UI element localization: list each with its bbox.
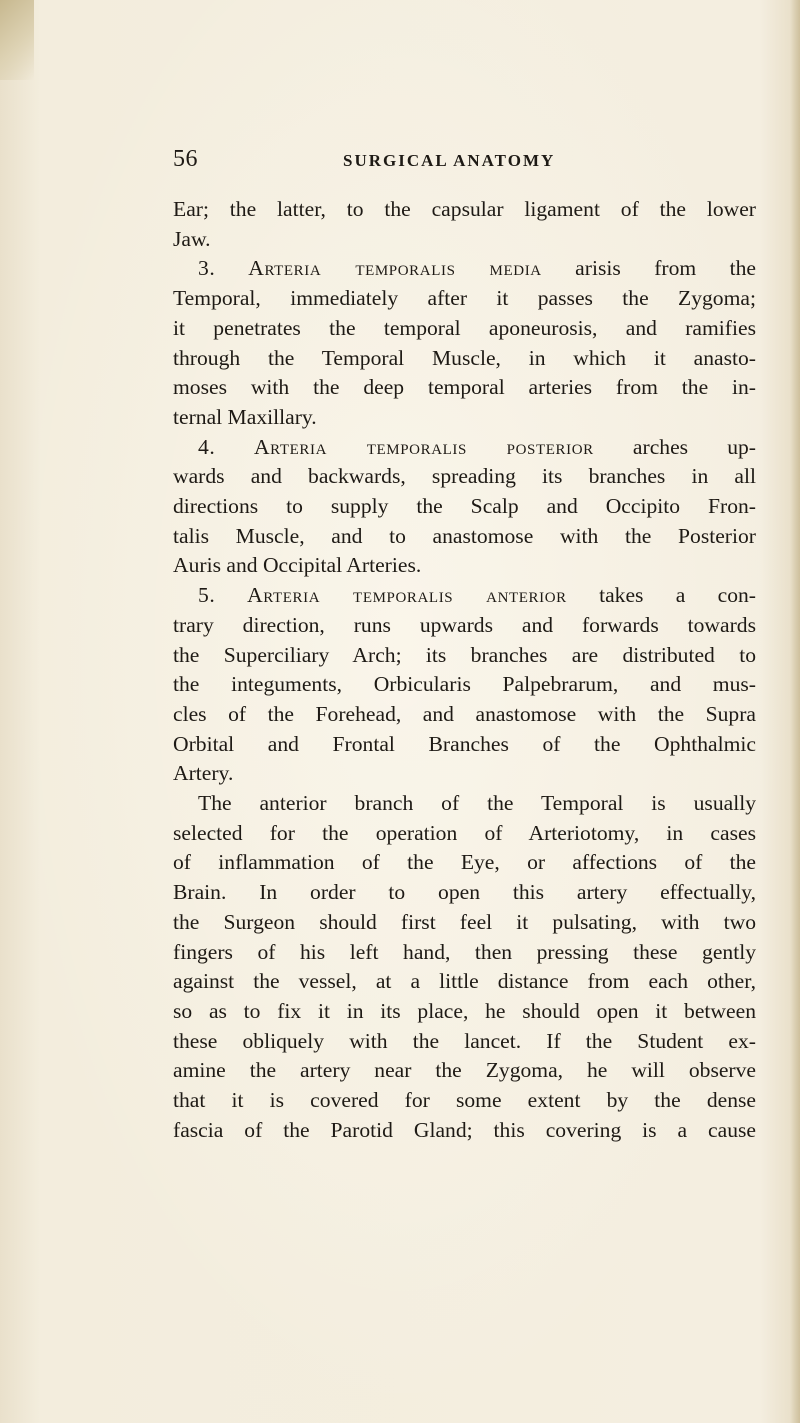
text-line: Brain. In order to open this artery effectually, [173,880,756,905]
text-line: Artery. [173,761,234,786]
text-line: through the Temporal Muscle, in which it anasto- [173,345,756,370]
text-line: Jaw. [173,226,211,251]
text-line-row [173,462,756,492]
text-line: of inflammation of the Eye, or affections of the [173,850,756,875]
text-line-row [173,670,756,700]
text-line: directions to supply the Scalp and Occipito Fron- [173,494,756,519]
text-line: moses with the deep temporal arteries from the in- [173,375,756,400]
text-line: against the vessel, at a little distance from each other, [173,969,756,994]
text-line: Auris and Occipital Arteries. [173,553,422,578]
text-line: the Superciliary Arch; its branches are distributed to [173,642,756,667]
text-line-row [173,641,756,671]
section-heading: 5. Arteria temporalis anterior [198,583,567,608]
text-line-row [173,997,756,1027]
paragraph-arteriotomy [173,789,756,819]
running-head: SURGICAL ANATOMY [343,151,556,170]
text-line: Ear; the latter, to the capsular ligament of the lower [173,197,756,221]
text-line-row [173,908,756,938]
text-line: the Surgeon should first feel it pulsating, with two [173,909,756,934]
text-line-row [173,611,756,641]
text-line: these obliquely with the lancet. If the Student ex- [173,1028,756,1053]
text-line: fingers of his left hand, then pressing these gently [173,939,756,964]
text-line-row [173,878,756,908]
paragraph-continuation-end [173,225,756,255]
text-line-row [173,373,756,403]
text-line-row [173,1086,756,1116]
text-line: amine the artery near the Zygoma, he will observe [173,1058,756,1083]
paragraph-arteria-temporalis-media [173,254,756,284]
text-line-row [173,1027,756,1057]
text-line: takes a con- [566,583,756,608]
text-line: Temporal, immediately after it passes the Zygoma; [173,286,756,311]
text-line: so as to fix it in its place, he should open it between [173,998,756,1023]
text-line-row [173,1056,756,1086]
page-header [173,140,753,180]
paragraph-arteria-temporalis-anterior [173,581,756,611]
text-line: fascia of the Parotid Gland; this covering is a cause [173,1117,756,1142]
text-line: that it is covered for some extent by the dense [173,1088,756,1113]
text-line: wards and backwards, spreading its branches in all [173,464,756,489]
text-line-row [173,314,756,344]
text-line: cles of the Forehead, and anastomose with the Supra [173,701,756,726]
text-line-row [173,819,756,849]
text-line: trary direction, runs upwards and forwards towards [173,612,756,637]
text-line-row [173,730,756,760]
text-line: talis Muscle, and to anastomose with the Posterior [173,523,756,548]
text-line: the integuments, Orbicularis Palpebrarum, and mus- [173,672,756,697]
text-line: it penetrates the temporal aponeurosis, and ramifies [173,315,756,340]
text-line: ternal Maxillary. [173,404,317,429]
text-line-row [173,848,756,878]
paragraph-continuation [173,195,756,225]
text-line-row [173,759,756,789]
paragraph-arteria-temporalis-posterior [173,433,756,463]
section-heading: 3. Arteria temporalis media [198,256,542,281]
page-number: 56 [173,146,198,172]
body-text [173,195,756,1146]
text-line-row [173,522,756,552]
text-line-row [173,551,756,581]
text-line-row [173,403,756,433]
text-line-row [173,1116,756,1146]
text-line-row [173,967,756,997]
page-edge-shadow [790,0,800,1423]
section-heading: 4. Arteria temporalis posterior [198,434,594,459]
text-line-row [173,344,756,374]
text-line-row [173,700,756,730]
text-line: selected for the operation of Arteriotomy, in cases [173,820,756,845]
text-line: arches up- [593,434,756,459]
text-line: arisis from the [541,256,756,281]
text-line-row [173,938,756,968]
text-line: The anterior branch of the Temporal is usually [198,791,756,816]
text-line: Orbital and Frontal Branches of the Ophthalmic [173,731,756,756]
page-corner-fold [0,0,34,80]
text-line-row [173,284,756,314]
text-line-row [173,492,756,522]
